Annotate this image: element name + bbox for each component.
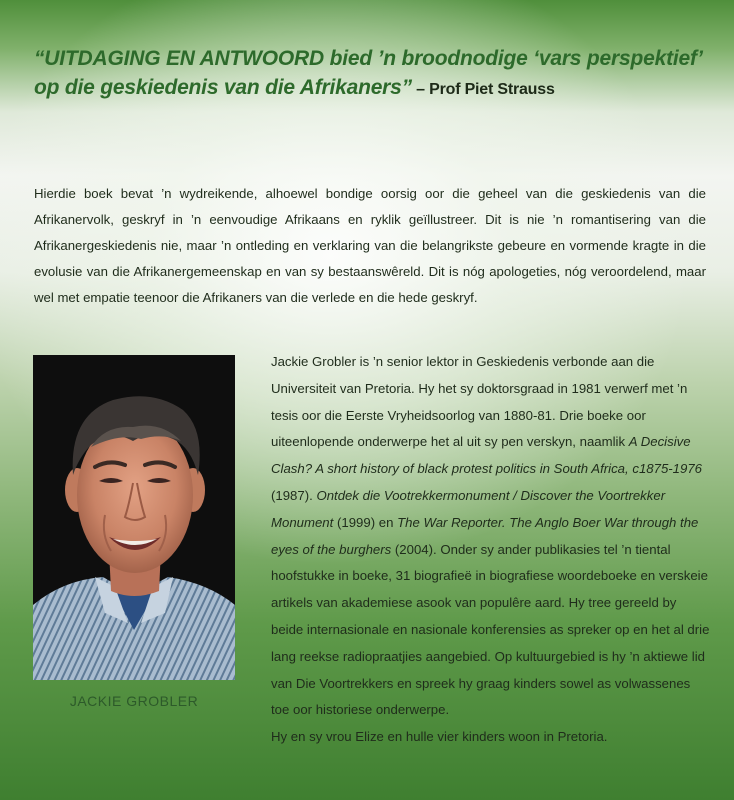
bio-paragraph-main: Jackie Grobler is ’n senior lektor in Geskiedenis verbonde aan die Universiteit van Pretoria. Hy het sy doktorsgraad in 1981 verwerf met ’n tesis oor die Eerste Vryheidsoorlog van 1880-81. Drie boeke oor uiteenlopende onderwerpe het al uit sy pen verskyn, naamlik A Decisive Clash? A short history of black protest politics in South Africa, c1875-1976 (1987). Ontdek die Vootrekkermonument / Discover the Voortrekker Monument (1999) en The War Reporter. The Anglo Boer War through the eyes of the burghers (2004). Onder sy ander publikasies tel ’n tiental hoofstukke in boeke, 31 biografieë in biografiese woordeboeke en verskeie artikels van akademiese asook van populêre aard. Hy tree gereeld by beide internasionale en nasionale konferensies as spreker op en het al drie lang reekse radiopraatjies aangebied. Op kultuurgebied is hy ’n aktiewe lid van Die Voortrekkers en spreek hy graag kinders sowel as volwassenes toe oor historiese onderwerpe. — [271, 354, 710, 718]
author-photo — [33, 355, 235, 680]
book-title: A Decisive Clash? A short history of black protest politics in South Africa, c1875-1976 — [271, 434, 703, 477]
quote-attribution: – Prof Piet Strauss — [411, 81, 555, 98]
quote-text: “UITDAGING EN ANTWOORD bied ’n broodnodige ‘vars perspektief’ op die geskiedenis van die Afrikaners” — [34, 47, 703, 99]
book-title: Ontdek die Vootrekkermonument / Discover the Voortrekker Monument — [271, 487, 666, 530]
author-portrait-image — [33, 355, 235, 680]
book-description: Hierdie boek bevat ’n wydreikende, alhoewel bondige oorsig oor die geheel van die geskiedenis van die Afrikanervolk, geskryf in ’n eenvoudige Afrikaans en ryklik geïllustreer. Dit is nie ’n romantisering van die Afrikanergeskiedenis nie, maar ’n ontleding en verklaring van die belangrikste gebeure en vormende kragte in die evolusie van die Afrikanergemeenskap en van sy bestaanswêreld. Dit is nóg apologeties, nóg veroordelend, maar wel met empatie teenoor die Afrikaners van die verlede en die hede geskryf. — [34, 186, 706, 305]
bio-paragraph-family: Hy en sy vrou Elize en hulle vier kinders woon in Pretoria. — [271, 729, 608, 745]
book-title: The War Reporter. The Anglo Boer War through the eyes of the burghers — [271, 514, 699, 557]
author-biography — [271, 349, 711, 751]
endorsement-quote — [34, 44, 714, 104]
author-name-caption: JACKIE GROBLER — [69, 693, 199, 709]
